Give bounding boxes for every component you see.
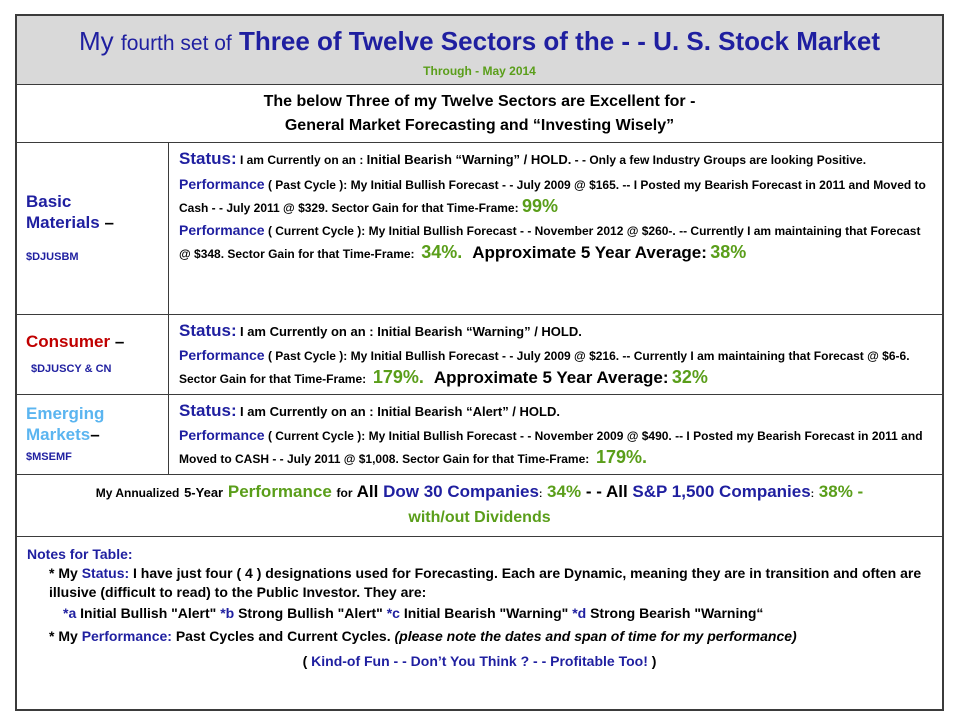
sector-name-line2: Materials bbox=[26, 213, 100, 232]
annualized-dividends-note: with/out Dividends bbox=[408, 509, 551, 526]
status-text: I am Currently on an : Initial Bearish “Alert” / HOLD. bbox=[239, 404, 560, 419]
annual-text: All bbox=[356, 482, 379, 501]
notes-section bbox=[17, 536, 942, 709]
annual-sp-value: 38% bbox=[818, 482, 853, 501]
annual-colon: : bbox=[538, 489, 543, 500]
note-my: My bbox=[58, 565, 78, 581]
annual-text: for bbox=[336, 486, 353, 500]
forecast-table bbox=[15, 14, 944, 711]
sector-ticker: $DJUSCY & CN bbox=[31, 363, 112, 375]
table-header bbox=[17, 16, 942, 84]
status-line bbox=[179, 148, 932, 171]
title-mid: fourth set of bbox=[120, 32, 232, 55]
performance-gain: 34%. bbox=[421, 242, 463, 262]
designation: Strong Bullish "Alert" bbox=[238, 605, 383, 621]
intro-line1: The below Three of my Twelve Sectors are Excellent for - bbox=[263, 93, 696, 110]
note-status bbox=[27, 564, 932, 602]
sector-row-basic-materials bbox=[17, 142, 942, 314]
note-bullet: * bbox=[49, 565, 55, 581]
performance-gain: 179%. bbox=[595, 447, 647, 467]
annual-text: 5-Year bbox=[184, 485, 224, 500]
sector-ticker: $MSEMF bbox=[26, 451, 72, 463]
performance-current bbox=[179, 220, 932, 265]
intro-line2: General Market Forecasting and “Investing Wisely” bbox=[284, 117, 675, 134]
sector-details bbox=[169, 143, 942, 314]
title-prefix: My bbox=[78, 26, 114, 56]
subtitle: Through - May 2014 bbox=[423, 64, 536, 78]
status-line bbox=[179, 400, 932, 423]
sector-row-emerging-markets bbox=[17, 394, 942, 474]
performance-text: ( Current Cycle ): My Initial Bullish Forecast - - November 2009 @ $490. -- I Posted my Bearish Forecast in 2011 and Moved to CASH - - July 2011 @ $1,008. Sector Gain for that Time-Frame: bbox=[179, 429, 923, 466]
performance-label: Performance bbox=[179, 176, 265, 192]
annual-dash: - bbox=[857, 482, 864, 501]
designations-line bbox=[27, 604, 932, 623]
title-main: Three of Twelve Sectors of the - - U. S. Stock Market bbox=[239, 26, 881, 56]
sector-row-consumer bbox=[17, 314, 942, 394]
closing-text: Kind-of Fun - - Don’t You Think ? - - Profitable Too! bbox=[311, 653, 648, 669]
sector-name-line1: Consumer bbox=[26, 332, 111, 351]
status-text: I am Currently on an : Initial Bearish “Warning” / HOLD. bbox=[239, 324, 582, 339]
annual-text: - - All bbox=[585, 482, 628, 501]
performance-text: ( Past Cycle ): My Initial Bullish Forecast - - July 2009 @ $165. -- I Posted my Bearish Forecast in 2011 and Moved to Cash - - July 2011 @ $329. Sector Gain for that Time-Frame: bbox=[179, 178, 926, 215]
performance-label: Performance bbox=[179, 222, 265, 238]
performance-text: ( Current Cycle ): My Initial Bullish Forecast - - November 2012 @ $260-. -- Currently I am maintaining that Forecast @ $348. Sector Gain for that Time-Frame: bbox=[179, 224, 921, 261]
status-line bbox=[179, 320, 932, 343]
performance-gain: 179%. bbox=[372, 367, 424, 387]
annual-performance-label: Performance bbox=[227, 482, 332, 501]
sector-dash: – bbox=[114, 332, 125, 351]
note-performance bbox=[27, 627, 932, 646]
annual-sp-label: S&P 1,500 Companies bbox=[632, 482, 811, 501]
sector-name bbox=[26, 331, 124, 352]
note-performance-label: Performance: bbox=[81, 628, 172, 644]
performance-past bbox=[179, 174, 932, 219]
performance-gain: 99% bbox=[521, 196, 558, 216]
sector-details bbox=[169, 315, 942, 394]
sector-details bbox=[169, 395, 942, 474]
sector-name bbox=[26, 191, 114, 233]
intro-row bbox=[17, 84, 942, 142]
paren-open: ( bbox=[302, 653, 308, 669]
annual-colon: : bbox=[810, 489, 815, 500]
page-title bbox=[17, 26, 942, 59]
status-label: Status: bbox=[179, 401, 237, 420]
sector-name-line2: Markets bbox=[26, 425, 91, 444]
note-performance-italic: (please note the dates and span of time for my performance) bbox=[394, 628, 797, 644]
designation-key: *d bbox=[572, 605, 587, 621]
average-label: Approximate 5 Year Average: bbox=[472, 243, 707, 262]
annual-dow-value: 34% bbox=[547, 482, 582, 501]
closing-line bbox=[27, 652, 932, 671]
performance-current bbox=[179, 425, 932, 470]
sector-name-cell bbox=[17, 395, 169, 474]
note-performance-text: Past Cycles and Current Cycles. bbox=[175, 628, 391, 644]
designation: Initial Bearish "Warning" bbox=[403, 605, 569, 621]
note-bullet: * bbox=[49, 628, 55, 644]
status-text: I am Currently on an : bbox=[239, 153, 364, 167]
designation-key: *c bbox=[386, 605, 400, 621]
notes-heading: Notes for Table: bbox=[27, 546, 133, 562]
sector-name-cell bbox=[17, 315, 169, 394]
annual-text: My Annualized bbox=[95, 486, 180, 500]
note-status-text: I have just four ( 4 ) designations used for Forecasting. Each are Dynamic, meaning they are in transition and often are illusive (difficult to read) to the Public Investor. They are: bbox=[49, 565, 922, 600]
annualized-line bbox=[17, 480, 942, 506]
performance-label: Performance bbox=[179, 427, 265, 443]
performance-label: Performance bbox=[179, 347, 265, 363]
sector-name bbox=[26, 403, 104, 445]
average-label: Approximate 5 Year Average: bbox=[433, 368, 669, 387]
status-note: - - Only a few Industry Groups are looking Positive. bbox=[574, 153, 867, 167]
designation: Initial Bullish "Alert" bbox=[80, 605, 217, 621]
average-value: 32% bbox=[671, 367, 708, 387]
sector-ticker: $DJUSBM bbox=[26, 251, 79, 263]
average-value: 38% bbox=[710, 242, 747, 262]
sector-dash: – bbox=[90, 425, 100, 444]
note-status-label: Status: bbox=[81, 565, 130, 581]
sector-name-cell bbox=[17, 143, 169, 314]
status-value: Initial Bearish “Warning” / HOLD. bbox=[366, 152, 572, 167]
designation-key: *b bbox=[220, 605, 235, 621]
sector-dash: – bbox=[104, 213, 114, 232]
status-label: Status: bbox=[179, 321, 237, 340]
designation-key: *a bbox=[63, 605, 77, 621]
sector-name-line1: Basic bbox=[26, 192, 72, 211]
annualized-performance-row bbox=[17, 474, 942, 536]
designation: Strong Bearish "Warning“ bbox=[590, 605, 764, 621]
annual-dow-label: Dow 30 Companies bbox=[383, 482, 539, 501]
performance-past bbox=[179, 345, 932, 390]
note-my: My bbox=[58, 628, 78, 644]
sector-name-line1: Emerging bbox=[26, 404, 105, 423]
status-label: Status: bbox=[179, 149, 237, 168]
paren-close: ) bbox=[651, 653, 657, 669]
performance-text: ( Past Cycle ): My Initial Bullish Forecast - - July 2009 @ $216. -- Currently I am maintaining that Forecast @ $6-6. Sector Gain for that Time-Frame: bbox=[179, 349, 910, 386]
